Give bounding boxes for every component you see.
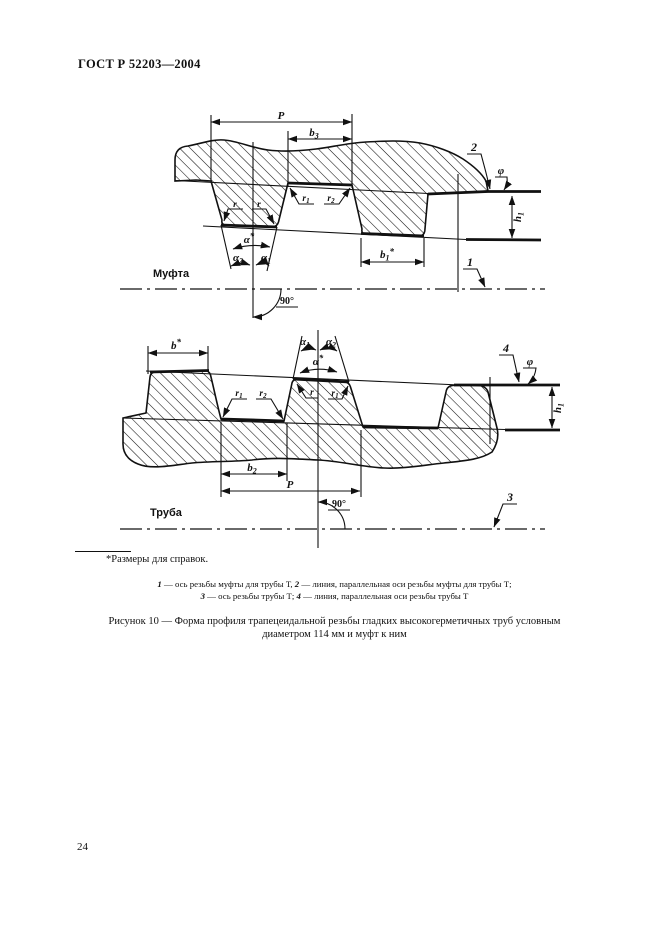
- dim-label-alpha2-bottom: $\alpha_2$: [325, 336, 337, 350]
- ref-label-3: 3: [507, 490, 513, 504]
- legend-ref-4: 4: [296, 591, 301, 601]
- dim-label-r-left: r: [233, 200, 237, 210]
- leader-r2-pipe-right: [256, 399, 283, 419]
- legend-ref-1: 1: [157, 579, 162, 589]
- coupling-crest-end-line: [466, 240, 541, 241]
- dim-label-P-top: P: [277, 110, 285, 122]
- dim-label-r2-pipe-right: $r_2$: [259, 389, 267, 400]
- angle-label-90-bottom: 90°: [332, 499, 346, 510]
- dim-label-h1-bottom: $h_1$: [552, 402, 566, 414]
- leader-phi-bottom: [523, 368, 536, 384]
- dim-label-alpha1-bottom: $\alpha_1$: [299, 336, 311, 350]
- ref-label-1: 1: [467, 255, 473, 269]
- caption-line-1: Рисунок 10 — Форма профиля трапецеидальной резьбы гладких высокогерметичных труб условным: [108, 616, 561, 627]
- dim-label-r1-top: $r_1$: [302, 194, 310, 205]
- arc-alpha-star-top: [233, 245, 270, 249]
- legend-line-1: 1 — ось резьбы муфты для трубы Т, 2 — линия, параллельная оси резьбы муфты для трубы Т;: [157, 579, 512, 589]
- dim-label-r1-pipe-left: $r_1$: [235, 389, 243, 400]
- dim-label-h1-top: $h_1$: [512, 211, 526, 223]
- dim-label-phi-bottom: φ: [526, 356, 534, 368]
- dim-label-phi-top: φ: [497, 165, 505, 177]
- page-number: 24: [77, 841, 88, 853]
- legend-line-2: 3 — ось резьбы трубы Т; 4 — линия, параллельная оси резьбы трубы Т: [200, 591, 469, 601]
- dim-label-b2: $b_2$: [247, 462, 257, 476]
- arc-90deg-top: [253, 289, 281, 317]
- coupling-section: [120, 110, 545, 318]
- leader-ref3: [494, 504, 517, 527]
- dim-label-P-bottom: P: [286, 479, 294, 491]
- dim-label-alpha-star-bottom: α*: [312, 353, 324, 368]
- ref-label-4: 4: [503, 341, 509, 355]
- caption-line-2: диаметром 114 мм и муфт к ним: [262, 629, 407, 640]
- part-label-pipe: Труба: [150, 507, 182, 519]
- angle-label-90-top: 90°: [280, 296, 294, 307]
- dim-label-alpha1-top: $\alpha_1$: [260, 252, 272, 266]
- leader-ref1: [463, 269, 485, 287]
- dim-label-r-pipe-tooth: r: [310, 388, 314, 398]
- coupling-crest-taper-line: [203, 226, 466, 240]
- dim-label-r-right: r: [257, 200, 261, 210]
- leader-r1-pipe-left: [223, 399, 247, 417]
- legend-ref-2: 2: [294, 579, 300, 589]
- coupling-profile: [175, 140, 488, 236]
- dim-label-b-star: b*: [171, 337, 181, 352]
- figure-legend: [0, 578, 661, 602]
- dim-label-b3: $b_3$: [309, 127, 319, 141]
- footnote-text: *Размеры для справок.: [106, 554, 209, 565]
- legend-ref-3: 3: [200, 591, 205, 601]
- pipe-section: [120, 330, 566, 548]
- dim-label-alpha2-top: $\alpha_2$: [232, 252, 244, 266]
- ref-label-2: 2: [471, 140, 477, 154]
- figure-caption: [0, 615, 661, 641]
- dim-label-r2-top: $r_2$: [327, 194, 335, 205]
- footnote-divider: [75, 551, 131, 552]
- part-label-coupling: Муфта: [153, 268, 190, 280]
- dim-label-alpha-star-top: α*: [243, 231, 255, 246]
- figure-10-drawing: [0, 100, 661, 560]
- dim-label-r1-pipe-tooth: $r_1$: [331, 389, 339, 400]
- standard-header: ГОСТ Р 52203—2004: [78, 57, 201, 71]
- dim-label-b1-star: $b_1^*$: [380, 246, 394, 263]
- leader-ref4: [499, 355, 519, 382]
- leader-phi-top: [495, 177, 507, 190]
